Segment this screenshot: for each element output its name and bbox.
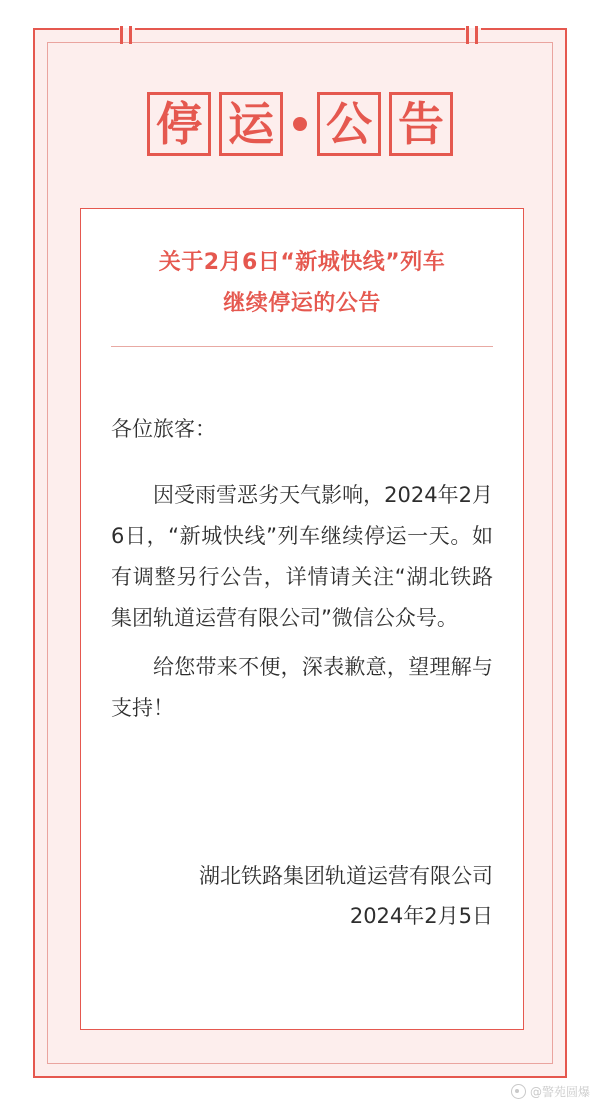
notice-salutation: 各位旅客：: [111, 417, 216, 442]
notice-paragraph-2: 给您带来不便，深表歉意，望理解与支持！: [111, 654, 493, 720]
notice-paragraph-1: 因受雨雪恶劣天气影响，2024年2月6日，“新城快线”列车继续停运一天。如有调整另行公告，详情请关注“湖北铁路集团轨道运营有限公司”微信公众号。: [111, 482, 493, 630]
notice-headline-line-2: 继续停运的公告: [223, 290, 381, 316]
corner-tick-left: [119, 28, 135, 42]
watermark: [511, 1083, 590, 1100]
notice-card: [80, 208, 524, 1030]
notice-headline-line-1: 关于2月6日“新城快线”列车: [158, 250, 446, 275]
title-char-2: 运: [219, 92, 283, 156]
headline-divider: [111, 346, 493, 347]
title-char-1: 停: [147, 92, 211, 156]
title-char-3: 公: [317, 92, 381, 156]
poster-title: [35, 92, 565, 156]
notice-signer: 湖北铁路集团轨道运营有限公司: [199, 864, 493, 889]
watermark-text: @警苑圆爆: [529, 1085, 590, 1099]
title-separator-dot: [293, 117, 307, 131]
notice-date: 2024年2月5日: [349, 904, 493, 929]
title-char-4: 告: [389, 92, 453, 156]
eye-icon: [511, 1084, 526, 1099]
corner-tick-right: [465, 28, 481, 42]
notice-poster: [33, 28, 567, 1078]
notice-headline: [111, 243, 493, 324]
notice-signature: [199, 857, 493, 937]
